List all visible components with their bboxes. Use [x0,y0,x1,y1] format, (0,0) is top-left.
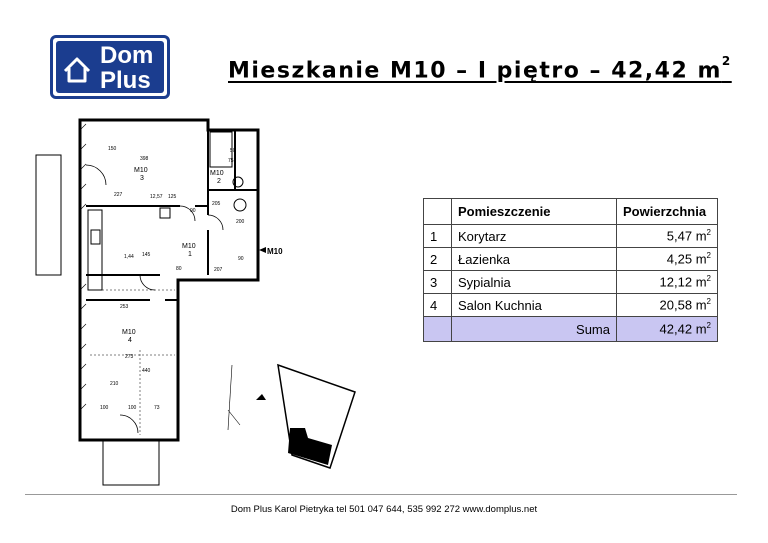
dim-398: 398 [140,156,149,162]
dim-150: 150 [108,146,117,152]
header-area: Powierzchnia [617,199,718,225]
floor-plan [30,110,360,490]
room-label-1-code: M10 [182,243,196,250]
table-row [424,294,718,317]
title-superscript: 2 [721,54,732,68]
area-unit: m [695,251,707,267]
dim-100-b: 100 [128,405,137,411]
kitchen-counter [88,210,102,290]
title-text: Mieszkanie M10 – I piętro – 42,42 m [228,58,722,84]
area-unit-sup: 2 [706,274,711,284]
dim-227: 227 [114,192,123,198]
area-unit: m [695,297,707,313]
balcony-left [36,155,61,275]
sum-num [424,317,452,342]
row-area [617,271,718,294]
row-name: Korytarz [452,225,617,248]
dim-125: 125 [168,194,177,200]
room-label-2-code: M10 [210,170,224,177]
row-num: 1 [424,225,452,248]
dim-145: 145 [142,252,151,258]
entrance-arrow-icon [259,247,266,253]
area-value: 12,12 [659,274,693,290]
room-label-1-num: 1 [188,251,192,258]
dim-100-a: 100 [100,405,109,411]
logo-line-1: Dom [100,42,154,69]
header-room: Pomieszczenie [452,199,617,225]
sum-value: 42,42 [659,321,693,337]
area-unit-sup: 2 [706,228,711,238]
dim-210: 210 [110,381,119,387]
footer-contact: Dom Plus Karol Pietryka tel 501 047 644, 535 992 272 www.domplus.net [230,504,538,515]
row-num: 3 [424,271,452,294]
dim-12-57: 12,57 [150,194,163,200]
dim-253: 253 [120,304,129,310]
room-label-2-num: 2 [217,178,221,185]
table-header-row [424,199,718,225]
row-name: Łazienka [452,248,617,271]
room-label-3-code: M10 [134,167,148,174]
dim-50: 50 [230,148,236,154]
dim-207: 207 [214,267,223,273]
row-area [617,294,718,317]
table-row [424,248,718,271]
outer-walls [80,120,258,440]
dim-205: 205 [212,201,221,207]
table-sum-row [424,317,718,342]
row-area [617,248,718,271]
building-key-plan [228,365,355,468]
table-row [424,271,718,294]
north-arrow-icon [256,394,266,400]
area-value: 20,58 [659,297,693,313]
row-name: Sypialnia [452,271,617,294]
sum-label: Suma [452,317,617,342]
footer-divider [25,494,737,495]
dim-73: 73 [154,405,160,411]
sum-area [617,317,718,342]
kitchen-sink [91,230,100,244]
area-unit: m [695,274,707,290]
rooms-table [423,198,718,342]
row-area [617,225,718,248]
area-unit-sup: 2 [706,321,711,331]
company-logo [50,35,170,99]
dim-1-44: 1,44 [124,254,134,260]
room-label-4-code: M10 [122,329,136,336]
area-value: 5,47 [666,228,693,244]
header-num [424,199,452,225]
dim-90-b: 90 [190,208,196,214]
kitchen-hob [160,208,170,218]
row-num: 4 [424,294,452,317]
row-num: 2 [424,248,452,271]
balcony-bottom [103,440,159,485]
dimension-lines [90,290,175,435]
area-unit-sup: 2 [706,297,711,307]
dim-90: 90 [238,256,244,262]
entrance-label: M10 [267,247,283,256]
table-row [424,225,718,248]
room-label-4-num: 4 [128,337,132,344]
dim-440: 440 [142,368,151,374]
washbasin [234,199,246,211]
logo-background [56,41,164,93]
house-icon [62,49,92,89]
logo-line-2: Plus [100,67,151,94]
area-unit: m [695,228,707,244]
dim-273: 273 [125,354,134,360]
area-unit-sup: 2 [706,251,711,261]
room-label-3-num: 3 [140,175,144,182]
row-name: Salon Kuchnia [452,294,617,317]
dim-200: 200 [236,219,245,225]
area-unit: m [695,321,707,337]
area-value: 4,25 [666,251,693,267]
logo-text [100,43,153,93]
dim-75: 75 [228,158,234,164]
page-title [228,54,732,84]
dim-80: 80 [176,266,182,272]
